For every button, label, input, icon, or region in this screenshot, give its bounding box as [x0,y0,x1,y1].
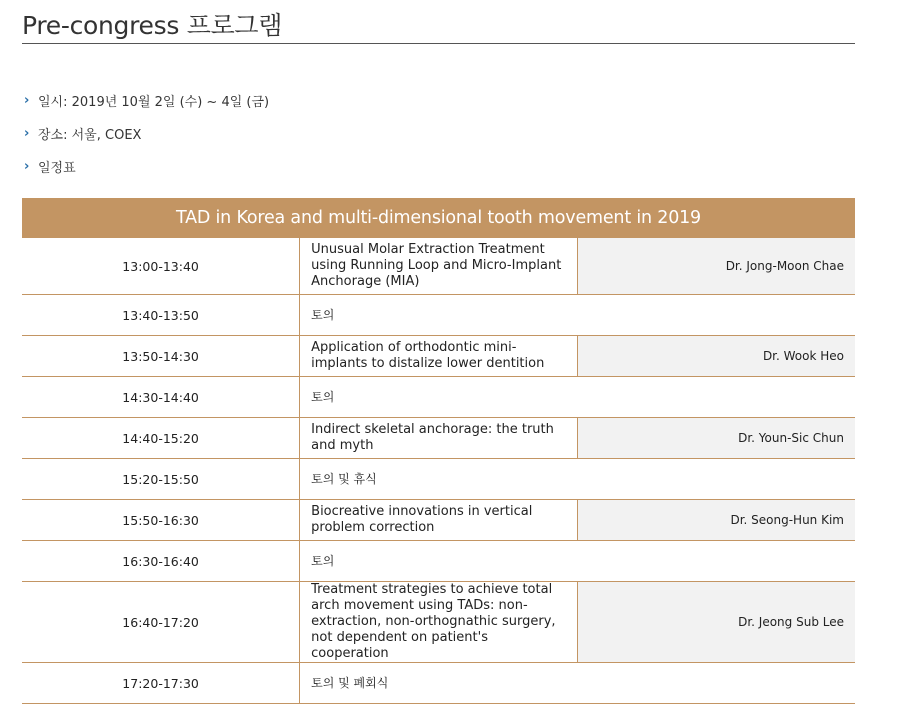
info-venue-text: 장소: 서울, COEX [38,128,142,143]
session-time: 13:00-13:40 [22,238,300,295]
schedule-banner: TAD in Korea and multi-dimensional tooth movement in 2019 [22,198,855,238]
session-time: 17:20-17:30 [22,663,300,704]
session-time: 14:40-15:20 [22,418,300,459]
table-row [22,459,855,500]
table-row [22,377,855,418]
info-item-schedule [24,150,269,183]
session-topic: 토의 [300,377,855,418]
session-speaker: Dr. Youn-Sic Chun [577,418,855,459]
event-info-list [24,84,269,183]
session-topic: Biocreative innovations in vertical problem correction [300,500,578,541]
info-item-venue [24,117,269,150]
session-time: 15:20-15:50 [22,459,300,500]
session-time: 13:40-13:50 [22,295,300,336]
chevron-right-icon: › [24,126,30,141]
session-speaker: Dr. Wook Heo [577,336,855,377]
session-time: 14:30-14:40 [22,377,300,418]
session-topic: 토의 [300,295,855,336]
session-speaker: Dr. Jong-Moon Chae [577,238,855,295]
session-topic: Application of orthodontic mini-implants to distalize lower dentition [300,336,578,377]
table-row [22,541,855,582]
title-divider [22,43,855,44]
info-schedule-text: 일정표 [38,161,76,176]
table-row [22,336,855,377]
session-topic: Indirect skeletal anchorage: the truth and myth [300,418,578,459]
session-topic: 토의 및 휴식 [300,459,855,500]
page-title: Pre-congress 프로그램 [22,11,283,40]
session-topic: Treatment strategies to achieve total arch movement using TADs: non-extraction, non-orthognathic surgery, not dependent on patient's cooperation [300,582,578,663]
chevron-right-icon: › [24,93,30,108]
table-row [22,582,855,663]
schedule-table [22,198,855,704]
table-row [22,418,855,459]
session-speaker: Dr. Jeong Sub Lee [577,582,855,663]
session-time: 13:50-14:30 [22,336,300,377]
table-row [22,500,855,541]
session-topic: 토의 [300,541,855,582]
session-topic: 토의 및 폐회식 [300,663,855,704]
session-topic: Unusual Molar Extraction Treatment using Running Loop and Micro-Implant Anchorage (MIA) [300,238,578,295]
table-row [22,295,855,336]
info-date-text: 일시: 2019년 10월 2일 (수) ~ 4일 (금) [38,95,270,110]
session-time: 15:50-16:30 [22,500,300,541]
session-time: 16:30-16:40 [22,541,300,582]
table-row [22,238,855,295]
session-time: 16:40-17:20 [22,582,300,663]
chevron-right-icon: › [24,159,30,174]
table-row [22,663,855,704]
session-speaker: Dr. Seong-Hun Kim [577,500,855,541]
info-item-date [24,84,269,117]
